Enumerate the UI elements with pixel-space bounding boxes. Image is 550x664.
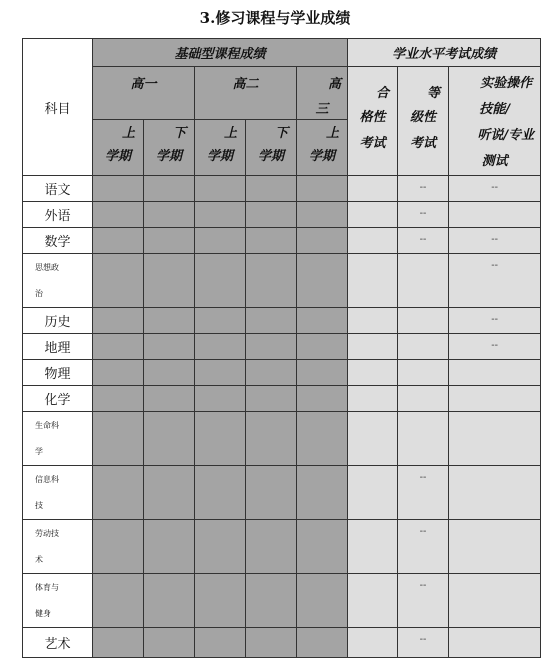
basic-score-cell[interactable] [144,334,195,360]
subject-line: 治 [35,288,43,298]
grade-exam-cell[interactable] [398,412,449,466]
practical-line4: 测试 [481,154,508,169]
grade-exam-cell[interactable]: -- [398,466,449,520]
pass-exam-cell[interactable] [348,334,398,360]
term-header-3 [195,119,246,175]
subject-line: 学 [35,446,43,456]
practical-exam-cell[interactable] [449,466,541,520]
subject-cell: 物理 [23,360,93,386]
term-label: 上 [223,125,237,141]
table-row [23,202,541,228]
term-label: 上 [121,125,135,141]
table-row [23,412,541,466]
basic-score-cell[interactable] [144,308,195,334]
basic-score-cell[interactable] [297,254,348,308]
term-suffix: 学期 [206,148,233,164]
grade-exam-cell[interactable] [398,254,449,308]
pass-exam-cell[interactable] [348,228,398,254]
term-header-4 [246,119,297,175]
pass-exam-cell[interactable] [348,360,398,386]
basic-score-cell[interactable] [144,176,195,202]
practical-exam-cell[interactable] [449,412,541,466]
basic-score-cell[interactable] [93,628,144,658]
basic-score-cell[interactable] [246,176,297,202]
practical-line1: 实验操作 [480,76,533,91]
basic-score-cell[interactable] [297,228,348,254]
pass-exam-cell[interactable] [348,386,398,412]
basic-course-header: 基础型课程成绩 [93,39,348,67]
basic-score-cell[interactable] [93,466,144,520]
pass-exam-line1: 合 [376,86,390,101]
pass-exam-cell[interactable] [348,628,398,658]
subject-line: 体育与 [35,582,59,592]
subject-cell: 化学 [23,386,93,412]
pass-exam-cell[interactable] [348,202,398,228]
basic-score-cell[interactable] [246,308,297,334]
pass-exam-cell[interactable] [348,520,398,574]
basic-score-cell[interactable] [195,202,246,228]
basic-score-cell[interactable] [246,466,297,520]
pass-exam-cell[interactable] [348,176,398,202]
basic-score-cell[interactable] [144,386,195,412]
grade-exam-cell[interactable] [398,386,449,412]
subject-cell: 历史 [23,308,93,334]
level-exam-header: 学业水平考试成绩 [348,39,541,67]
basic-score-cell[interactable] [195,334,246,360]
term-header-2 [144,119,195,175]
grade-exam-cell[interactable]: -- [398,628,449,658]
practical-line3: 听说/专业 [477,128,535,143]
grade-exam-cell[interactable] [398,334,449,360]
basic-score-cell[interactable] [195,386,246,412]
subject-cell [23,254,93,308]
basic-score-cell[interactable] [93,176,144,202]
basic-score-cell[interactable] [93,254,144,308]
basic-score-cell[interactable] [297,386,348,412]
table-row [23,466,541,520]
subject-cell [23,412,93,466]
basic-score-cell[interactable] [195,360,246,386]
basic-score-cell[interactable] [93,412,144,466]
basic-score-cell[interactable] [144,574,195,628]
basic-score-cell[interactable] [297,628,348,658]
basic-score-cell[interactable] [297,176,348,202]
table-row [23,334,541,360]
grade-exam-cell[interactable] [398,360,449,386]
term-label: 下 [274,125,288,141]
term-suffix: 学期 [257,148,284,164]
subject-header: 科目 [23,39,93,176]
subject-cell: 外语 [23,202,93,228]
practical-exam-cell[interactable] [449,520,541,574]
basic-score-cell[interactable] [144,628,195,658]
subject-line: 健身 [35,608,51,618]
basic-score-cell[interactable] [246,574,297,628]
subject-line: 术 [35,554,43,564]
basic-score-cell[interactable] [93,360,144,386]
grade3-header [297,67,348,120]
grade-exam-cell[interactable]: -- [398,202,449,228]
basic-score-cell[interactable] [195,308,246,334]
basic-score-cell[interactable] [297,574,348,628]
subject-cell: 艺术 [23,628,93,658]
basic-score-cell[interactable] [144,466,195,520]
pass-exam-line2: 格性 [359,110,386,125]
subject-line: 技 [35,500,43,510]
basic-score-cell[interactable] [246,628,297,658]
basic-score-cell[interactable] [195,628,246,658]
subject-cell [23,574,93,628]
subject-line: 劳动技 [35,528,59,538]
basic-score-cell[interactable] [195,176,246,202]
basic-score-cell[interactable] [195,228,246,254]
basic-score-cell[interactable] [297,202,348,228]
pass-exam-cell[interactable] [348,412,398,466]
basic-score-cell[interactable] [297,360,348,386]
table-row [23,360,541,386]
term-suffix: 学期 [155,148,182,164]
basic-score-cell[interactable] [246,254,297,308]
grade-exam-cell[interactable]: -- [398,520,449,574]
practical-exam-cell[interactable] [449,628,541,658]
basic-score-cell[interactable] [144,202,195,228]
basic-score-cell[interactable] [144,228,195,254]
term-header-5 [297,119,348,175]
basic-score-cell[interactable] [93,202,144,228]
table-row [23,228,541,254]
practical-exam-cell[interactable] [449,360,541,386]
basic-score-cell[interactable] [144,254,195,308]
basic-score-cell[interactable] [93,334,144,360]
subject-line: 生命科 [35,420,59,430]
practical-exam-cell[interactable] [449,386,541,412]
practical-exam-cell[interactable] [449,202,541,228]
subject-cell: 数学 [23,228,93,254]
grade-exam-header [398,67,449,176]
subject-cell: 语文 [23,176,93,202]
basic-score-cell[interactable] [144,360,195,386]
practical-exam-header [449,67,541,176]
basic-score-cell[interactable] [93,308,144,334]
term-suffix: 学期 [309,148,336,164]
practical-exam-cell[interactable] [449,574,541,628]
grade-exam-cell[interactable] [398,308,449,334]
basic-score-cell[interactable] [93,574,144,628]
grade3-top: 高 [328,77,342,92]
grades-table [22,38,541,658]
grade3-bottom: 三 [315,102,329,117]
table-row [23,520,541,574]
subject-cell [23,520,93,574]
grade2-header: 高二 [195,67,297,120]
basic-score-cell[interactable] [297,334,348,360]
table-row [23,254,541,308]
table-row [23,308,541,334]
pass-exam-cell[interactable] [348,574,398,628]
table-row [23,574,541,628]
basic-score-cell[interactable] [246,334,297,360]
basic-score-cell[interactable] [246,520,297,574]
basic-score-cell[interactable] [297,412,348,466]
pass-exam-cell[interactable] [348,466,398,520]
subject-line: 思想政 [35,262,59,272]
basic-score-cell[interactable] [246,228,297,254]
basic-score-cell[interactable] [93,520,144,574]
basic-score-cell[interactable] [195,412,246,466]
subject-line: 信息科 [35,474,59,484]
basic-score-cell[interactable] [93,228,144,254]
practical-line2: 技能/ [479,102,510,117]
subject-cell: 地理 [23,334,93,360]
grade-exam-line2: 级性 [410,110,437,125]
basic-score-cell[interactable] [195,574,246,628]
term-label: 上 [326,125,340,141]
term-header-1 [93,119,144,175]
grade-exam-cell[interactable]: -- [398,228,449,254]
basic-score-cell[interactable] [297,308,348,334]
pass-exam-header [348,67,398,176]
basic-score-cell[interactable] [93,386,144,412]
basic-score-cell[interactable] [246,412,297,466]
grade1-header: 高一 [93,67,195,120]
subject-cell [23,466,93,520]
practical-exam-cell[interactable]: -- [449,254,541,308]
basic-score-cell[interactable] [144,412,195,466]
grade-exam-cell[interactable]: -- [398,176,449,202]
practical-exam-cell[interactable]: -- [449,308,541,334]
term-label: 下 [172,125,186,141]
grade-exam-line3: 考试 [410,136,437,151]
table-row [23,176,541,202]
term-suffix: 学期 [104,148,131,164]
basic-score-cell[interactable] [195,254,246,308]
practical-exam-cell[interactable]: -- [449,228,541,254]
basic-score-cell[interactable] [297,520,348,574]
grade-exam-cell[interactable]: -- [398,574,449,628]
table-row [23,628,541,658]
practical-exam-cell[interactable]: -- [449,334,541,360]
practical-exam-cell[interactable]: -- [449,176,541,202]
basic-score-cell[interactable] [144,520,195,574]
section-title: 3.修习课程与学业成绩 [199,9,351,27]
pass-exam-line3: 考试 [359,136,386,151]
basic-score-cell[interactable] [246,386,297,412]
basic-score-cell[interactable] [195,520,246,574]
pass-exam-cell[interactable] [348,254,398,308]
basic-score-cell[interactable] [195,466,246,520]
pass-exam-cell[interactable] [348,308,398,334]
grade-exam-line1: 等 [427,86,441,101]
table-row [23,386,541,412]
basic-score-cell[interactable] [246,360,297,386]
basic-score-cell[interactable] [297,466,348,520]
basic-score-cell[interactable] [246,202,297,228]
